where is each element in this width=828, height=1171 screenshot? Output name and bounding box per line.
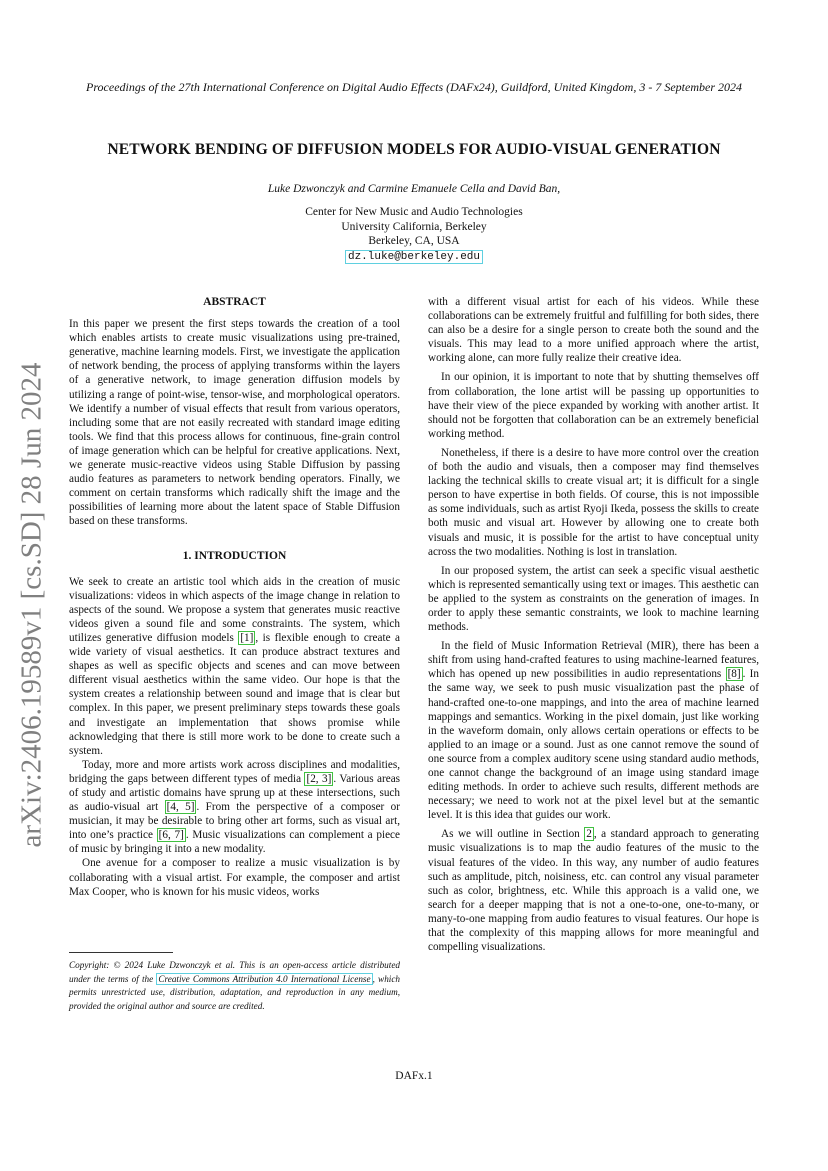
right-column: [428, 295, 759, 954]
copyright-footnote: Copyright: © 2024 Luke Dzwonczyk et al. This is an open-access article distributed under the terms of the Creative Commons Attribution 4.0 International License , which permits unrestricted use, distribution, adaptation, and reproduction in any medium, provided the original author and source are credited.: [69, 960, 401, 1011]
author-list: Luke Dzwonczyk and Carmine Emanuele Cella and David Ban,: [267, 183, 561, 195]
email-link[interactable]: dz.luke@berkeley.edu: [345, 250, 483, 264]
footnote-rule: [69, 952, 173, 953]
affiliation-block: [0, 205, 828, 264]
affiliation-line-2: University California, Berkeley: [341, 220, 487, 233]
section-link[interactable]: 2: [586, 828, 592, 841]
citation-link[interactable]: [6, 7]: [158, 829, 184, 842]
intro-paragraph-6: Nonetheless, if there is a desire to have more control over the creation of both the audio and visuals, then a composer may find themselves lacking the technical skills to create visual art; it is difficult for a single person to have expertise in both fields. Of course, this is not impossible as some individuals, such as artist Ryoji Ikeda, possess the skills to create both music and visual art. However by allowing one to create both visuals and music, it is possible for the artist to have conceptual unity across the two modalities. Nothing is lost in translation.: [428, 446, 759, 558]
arxiv-stamp: [12, 362, 52, 848]
affiliation-line-3: Berkeley, CA, USA: [368, 235, 460, 247]
citation-link[interactable]: [4, 5]: [166, 801, 195, 814]
license-link[interactable]: Creative Commons Attribution 4.0 International License: [158, 973, 371, 984]
citation-link[interactable]: [8]: [727, 668, 741, 681]
affiliation-line-1: Center for New Music and Audio Technologies: [305, 206, 523, 218]
intro-paragraph-9: As we will outline in Section 2 , a standard approach to generating music visualizations is to map the audio features of the music to the visual features of the video. In this way, any number of audio features such as amplitude, pitch, noisiness, etc. can control any visual parameter such as color, brightness, etc. While this approach is a valid one, we search for a deeper mapping that is not a one-to-one, one-to-many, or many-to-one mapping from audio features to visual features. Our hope is that the complexity of this mapping allows for more meaningful and compelling visualizations.: [428, 828, 759, 954]
left-column: [69, 295, 400, 899]
intro-paragraph-1: We seek to create an artistic tool which aids in the creation of music visualizations: videos in which aspects of the image change in relation to aspects of the sound. We propose a system that generates music reactive videos given a sound file and some constraints. The system, which utilizes generative diffusion models [1] , is flexible enough to create a wide variety of visual aesthetics. It can produce abstract textures and shapes as well as specific objects and scenes and can move between different visual aesthetics within the same video. Our hope is that the system creates a relationship between sound and image that is clear but complex. In this paper, we present preliminary steps towards these goals and investigate an implementation that shows promise while acknowledging that there is still more work to be done to create such a system.: [69, 575, 400, 757]
paper-title: NETWORK BENDING OF DIFFUSION MODELS FOR AUDIO-VISUAL GENERATION: [107, 141, 721, 158]
intro-paragraph-7: In our proposed system, the artist can seek a specific visual aesthetic which is represented semantically using text or images. This aesthetic can be applied to the system as constraints on the generation of images. In order to apply these semantic constraints, we look to machine learning methods.: [428, 564, 759, 634]
citation-link[interactable]: [2, 3]: [306, 772, 332, 785]
arxiv-id: arXiv:2406.19589v1 [cs.SD] 28 Jun 2024: [15, 362, 48, 848]
page-number: DAFx.1: [395, 1070, 433, 1082]
intro-paragraph-5: In our opinion, it is important to note that by shutting themselves off from collaboration, the lone artist will be passing up opportunities to have their view of the piece expanded by working with another artist. It should not be forgotten that collaboration can be an extremely beneficial working method.: [428, 371, 759, 440]
intro-paragraph-3: One avenue for a composer to realize a music visualization is by collaborating with a visual artist. For example, the composer and artist Max Cooper, who is known for his music videos, works: [69, 857, 400, 898]
intro-paragraph-2: Today, more and more artists work across disciplines and modalities, bridging the gaps between different types of media [2, 3] . Various areas of study and artistic domains have sprung up at these intersections, such as audio-visual art [4, 5] . From the perspective of a composer or musician, it may be desirable to bring other art forms, such as visual art, into one’s practice [6, 7] . Music visualizations can complement a piece of music by bringing it into a new modality.: [69, 758, 401, 856]
intro-paragraph-4: with a different visual artist for each of his videos. While these collaborations can be extremely fruitful and fulfilling for both sides, there can also be a desire for a single person to create both the sound and the visuals. This may lead to a more unified approach where the artist, working alone, can more fully realize their creative idea.: [428, 296, 759, 365]
citation-link[interactable]: [1]: [240, 631, 254, 644]
intro-heading: 1. INTRODUCTION: [182, 549, 287, 562]
intro-paragraph-8: In the field of Music Information Retrieval (MIR), there has been a shift from using hand-crafted features to using machine-learned features, which has opened up new possibilities in audio representations [8] . In the same way, we seek to push music visualization past the phase of hand-crafted one-to-one mappings, and into the area of machine learned mappings and semantics. Working in the pixel domain, just like working in the waveform domain, only allows certain operations or effects to be applied to an image or a sound. Just as one cannot remove the sound of one source from a complex auditory scene using standard audio methods, one cannot change the background of an image using standard image editing methods. In order to achieve such results, different methods are necessary; we need to work not at the pixel level but at the semantic level. It is this idea that guides our work.: [428, 640, 759, 822]
proceedings-header: Proceedings of the 27th International Conference on Digital Audio Effects (DAFx24), Guildford, United Kingdom, 3 - 7 September 2024: [85, 80, 742, 94]
abstract-heading: ABSTRACT: [203, 296, 266, 308]
abstract-text: In this paper we present the first steps towards the creation of a tool which enables artists to create music visualizations using pre-trained, generative, machine learning models. First, we investigate the application of network bending, the process of applying transforms within the layers of a generative network, to image generation diffusion models by utilizing a range of point-wise, tensor-wise, and morphological operators. We identify a number of visual effects that result from various operators, including some that are not easily recreated with standard image editing tools. We find that this process allows for continuous, fine-grain control of image generation which can be helpful for creative applications. Next, we generate music-reactive videos using Stable Diffusion by passing audio features as parameters to network bending operators. Finally, we comment on certain transforms which radically shift the image and the possibilities of learning more about the latent space of Stable Diffusion based on these transforms.: [69, 318, 400, 528]
